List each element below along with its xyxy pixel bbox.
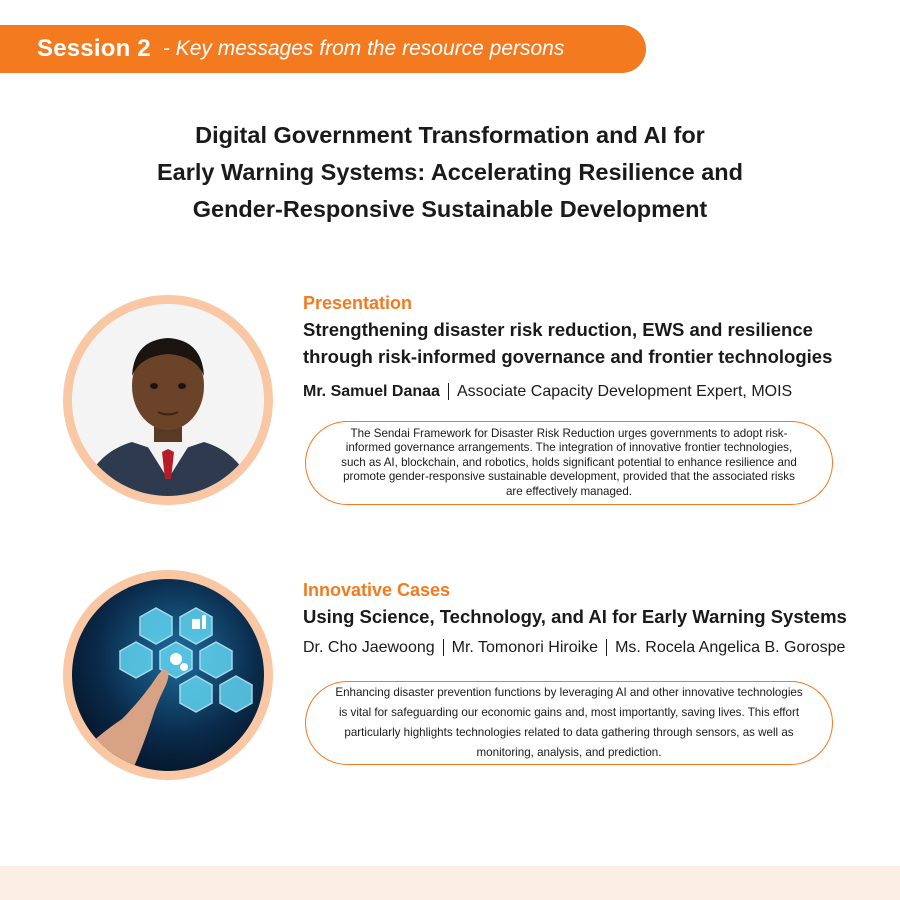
session-banner (0, 25, 646, 73)
innovative-label: Innovative Cases (303, 580, 451, 600)
presentation-summary-box (305, 421, 833, 505)
innovative-image (63, 570, 273, 780)
main-title-line: Early Warning Systems: Accelerating Resilience and (157, 159, 743, 185)
main-title (100, 117, 800, 228)
presentation-title (303, 316, 832, 370)
innovative-speakers (303, 639, 845, 657)
separator (448, 383, 449, 400)
session-subtitle: - Key messages from the resource persons (162, 37, 565, 60)
innovative-title: Using Science, Technology, and AI for Early Warning Systems (303, 606, 847, 627)
presentation-title-line: through risk-informed governance and frontier technologies (303, 346, 833, 367)
innovative-summary-box (305, 681, 833, 765)
speaker-avatar (63, 295, 273, 505)
speaker-portrait-illustration (72, 304, 264, 496)
tech-hexagon-hand-illustration (72, 579, 264, 771)
speaker-name: Mr. Samuel Danaa (303, 383, 440, 400)
presentation-speaker (303, 383, 792, 401)
separator (606, 639, 607, 656)
main-title-line: Gender-Responsive Sustainable Development (192, 196, 708, 222)
footer-band (0, 866, 900, 900)
innovative-summary: Enhancing disaster prevention functions by leveraging AI and other innovative technologies is vital for safeguarding our economic gains and, most importantly, saving lives. This effort particularly highlights technologies related to data gathering through sensors, as well as monitoring, analysis, and prediction. (335, 686, 803, 759)
presentation-title-line: Strengthening disaster risk reduction, EWS and resilience (303, 319, 813, 340)
speaker-portrait (72, 304, 264, 496)
speaker-name: Dr. Cho Jaewoong (303, 639, 435, 656)
tech-illustration (72, 579, 264, 771)
session-label: Session 2 (37, 35, 151, 62)
speaker-name: Ms. Rocela Angelica B. Gorospe (615, 639, 846, 656)
speaker-name: Mr. Tomonori Hiroike (451, 639, 599, 656)
presentation-summary: The Sendai Framework for Disaster Risk Reduction urges governments to adopt risk-informed governance arrangements. The integration of innovative frontier technologies, such as AI, blockchain, and robotics, holds significant potential to enhance resilience and promote gender-responsive sustainable development, provided that the associated risks are effectively managed. (341, 426, 797, 498)
separator (443, 639, 444, 656)
presentation-label: Presentation (303, 293, 413, 313)
main-title-line: Digital Government Transformation and AI for (195, 122, 705, 148)
speaker-role: Associate Capacity Development Expert, MOIS (456, 383, 793, 400)
